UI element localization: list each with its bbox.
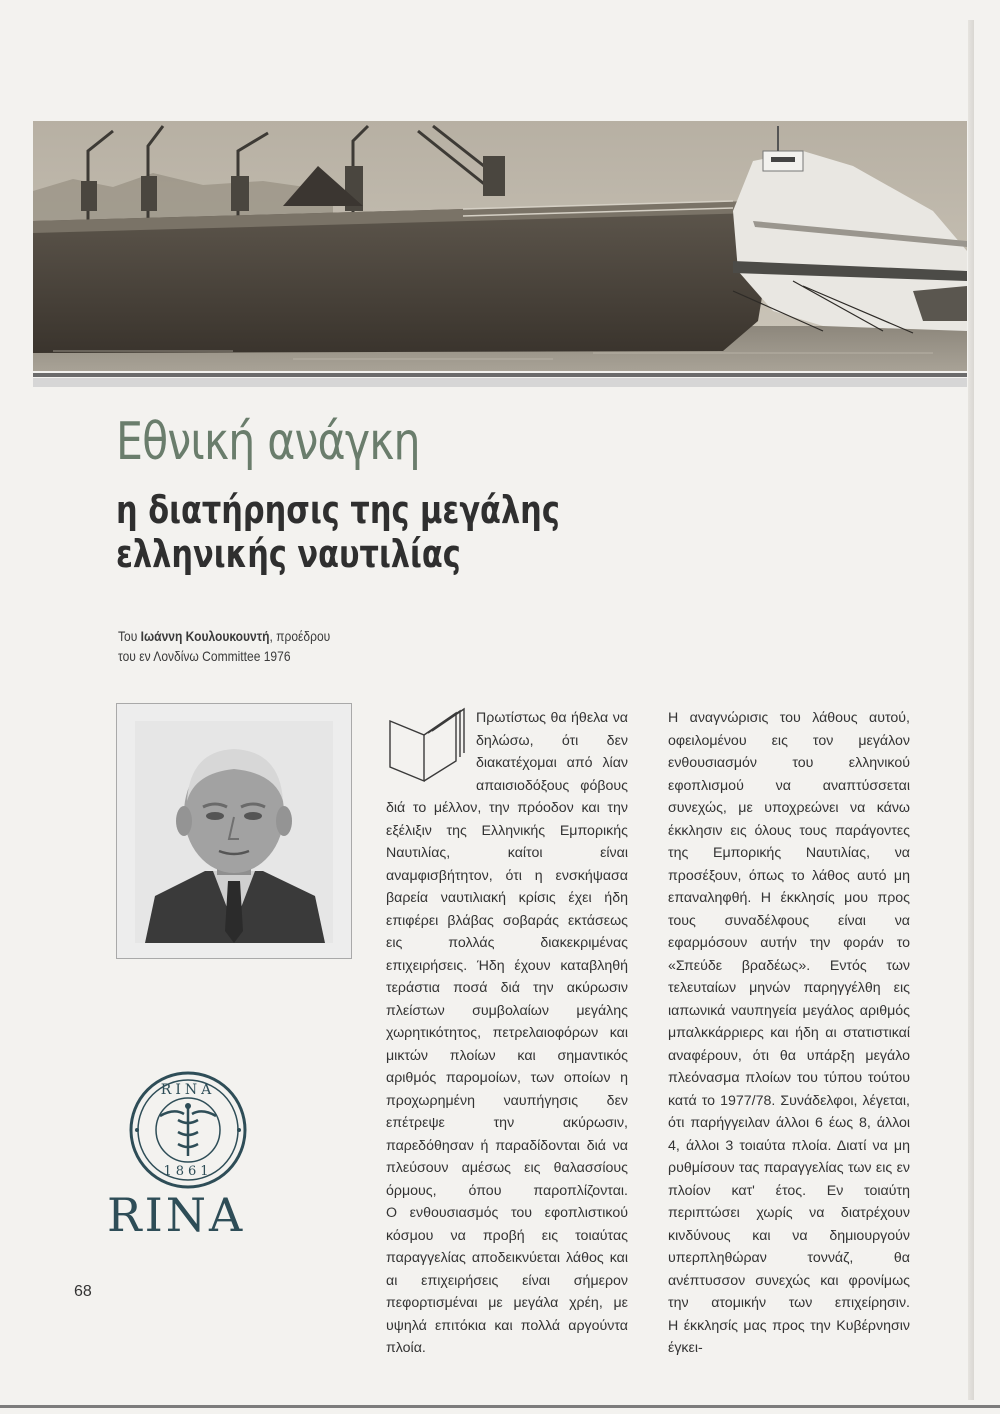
author-portrait <box>135 721 333 943</box>
article-subtitle <box>116 488 560 576</box>
paragraph-4: Η έκκλησίς μας προς την Κυβέρνησιν έγκει- <box>668 1317 910 1356</box>
byline-suffix: , προέδρου <box>269 628 331 644</box>
rina-seal-logo <box>128 1070 248 1190</box>
paragraph-1: Πρωτίστως θα ήθελα να δηλώσω, ότι δεν διακατέχομαι από λίαν απαισιοδόξους φόβους διά το μέλλον, την πρόοδον και την εξέλιξιν της Ελληνικής Εμπορικής Ναυτιλίας, καίτοι είναι αναμφισβήτητον, ότι η ενσκήψασα βαρεία ναυτιλιακή κρίσις έχει ήδη επιφέρει βλάβας σοβαράς εκτάσεως εις πολλάς διακεκριμένας επιχειρήσεις. Ήδη έχουν καταβληθή τεράστια ποσά διά την ακύρωσιν πλείστων συμβολαίων μεγάλης χωρητικότητος, πετρελαιοφόρων και μικτών πλοίων και σημαντικός αριθμός παρομοίων, των οποίων η προχωρημένη ναυπήγησις δεν επέτρεψε την ακύρωσιν, παρεδόθησαν ή παραδίδονται διά να πλεύσουν αμέσως εις θαλασσίους όρμους, όπου παροπλίζονται. <box>386 710 628 1199</box>
paragraph-2: Ο ενθουσιασμός του εφοπλιστικού κόσμου να προβή εις τοιαύτας παραγγελίας αποδεικνύεται λάθος και αι επιχειρήσεις είναι σήμερον πεφορτισμέναι με μεγάλα χρέη, με υψηλά επιτόκια και πολλά αργούντα πλοία. <box>386 1205 628 1356</box>
paragraph-3: Η αναγνώρισις του λάθους αυτού, οφειλομένου εις τον μεγάλον ενθουσιασμόν του ελληνικού εφοπλισμού να αναπτύσσεται συνεχώς, με υποχρεώνει να κάνω έκκλησιν εις όλους τους παράγοντες της Εμπορικής Ναυτιλίας, να προσέξουν, όπως το λάθος αυτό μη επαναληφθή. Η έκκλησίς μου προς τους συναδέλφους είναι να εφαρμόσουν αυτήν την φοράν το «Σπεύδε βραδέως». Εντός των τελευταίων μηνών παρηγγέλθη εις ιαπωνικά ναυπηγεία μεγάλος αριθμός μπαλκκάρριερς και ήδη αι στατιστικαί αναφέρουν, ότι θα υπάρξη μεγάλο πλεόνασμα πλοίων του τύπου τούτου κατά το 1977/78. Συνάδελφοι, λέγεται, ότι παρήγγειλαν άλλοι 6 έως 8, άλλοι 4, άλλοι 3 τοιαύτα πλοία. Διατί να μη ρυθμίσουν τας παραγγελίας των εις εν πλοίον κατ' έτος. Εν τοιαύτη περιπτώσει χωρίς να διατρέχουν κινδύνους και να δημιουργούν υπερπληθώραν τοννάζ, θα ανέπτυσσον συνεχώς και φρονίμως την ατομικήν των επιχείρησιν. <box>668 710 910 1311</box>
page-edge-shadow <box>968 20 974 1400</box>
seal-bottom-text: 1861 <box>163 1164 213 1179</box>
subtitle-line-2: ελληνικής ναυτιλίας <box>116 532 461 576</box>
open-book-icon <box>386 705 468 785</box>
ships-illustration <box>33 121 967 371</box>
byline <box>118 626 330 666</box>
byline-line-2: του εν Λονδίνω Committee 1976 <box>118 648 291 664</box>
seal-top-text: RINA <box>160 1082 216 1098</box>
portrait-frame <box>116 703 352 959</box>
byline-author: Ιωάννη Κουλουκουντή <box>140 628 270 644</box>
rina-wordmark: RINA <box>107 1188 246 1242</box>
header-rule-light <box>33 378 967 387</box>
subtitle-line-1: η διατήρησις της μεγάλης <box>116 488 560 532</box>
header-rule-dark <box>33 373 967 377</box>
bottom-border <box>0 1405 1000 1408</box>
portrait-photo <box>135 721 333 943</box>
page-number: 68 <box>74 1283 92 1300</box>
article-column-2 <box>668 707 910 1360</box>
article-column-1 <box>386 707 628 1360</box>
header-photo-ships <box>33 121 967 371</box>
article-title: Εθνική ανάγκη <box>116 412 420 472</box>
byline-prefix: Του <box>118 628 141 644</box>
